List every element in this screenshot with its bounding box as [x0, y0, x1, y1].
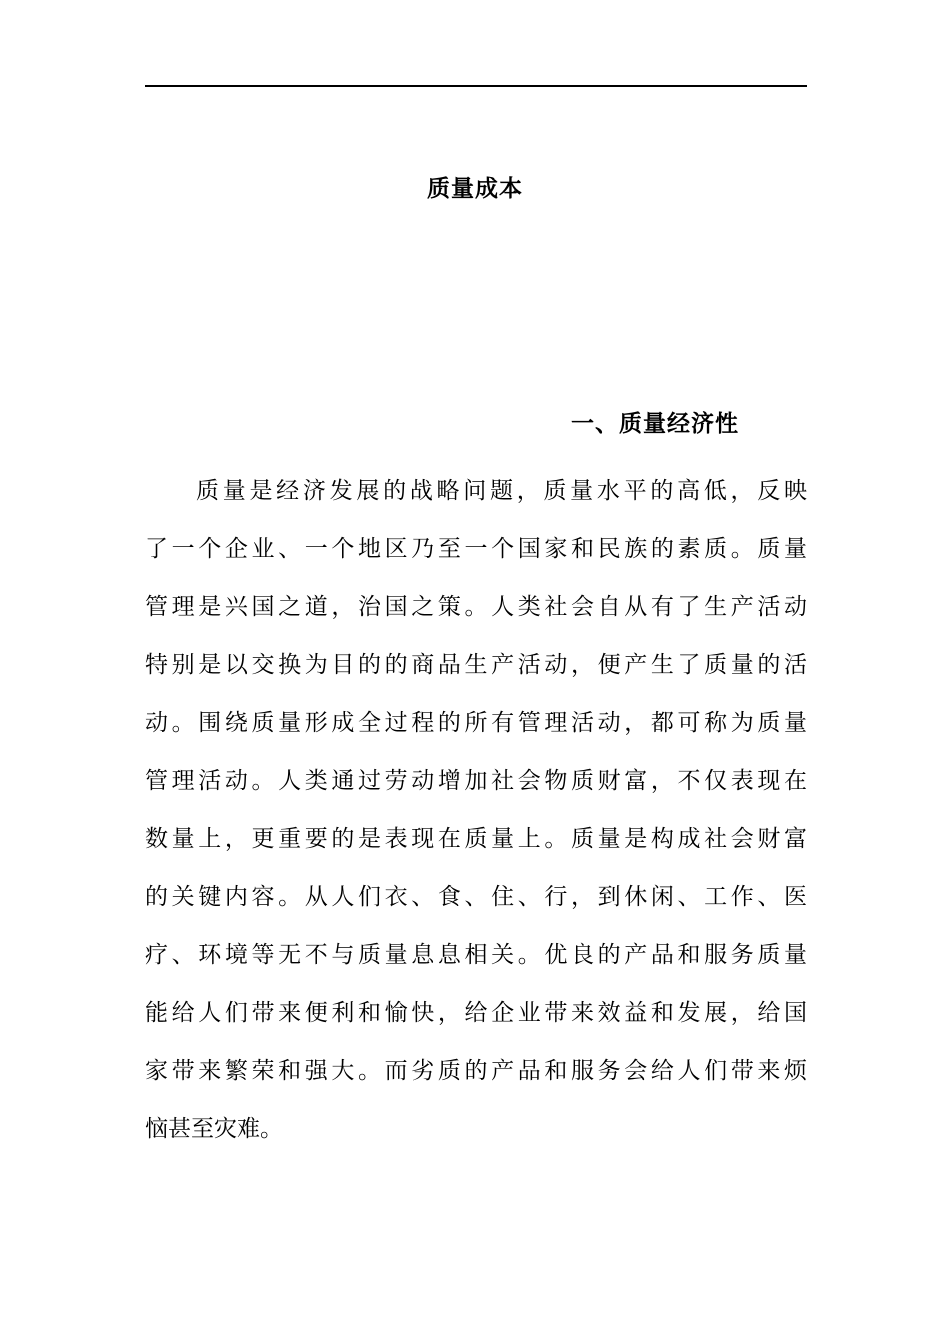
- paragraph-line: 能给人们带来便利和愉快，给企业带来效益和发展，给国: [145, 1000, 807, 1026]
- document-title: 质量成本: [427, 175, 523, 202]
- paragraph-line: 的关键内容。从人们衣、食、住、行，到休闲、工作、医: [145, 884, 807, 910]
- paragraph-line: 特别是以交换为目的的商品生产活动，便产生了质量的活: [145, 652, 807, 678]
- paragraph-line: 家带来繁荣和强大。而劣质的产品和服务会给人们带来烦: [145, 1058, 807, 1084]
- header-rule: [145, 85, 807, 87]
- body-paragraph: [145, 462, 807, 1158]
- paragraph-line: 了一个企业、一个地区乃至一个国家和民族的素质。质量: [145, 536, 807, 562]
- paragraph-line: 管理活动。人类通过劳动增加社会物质财富，不仅表现在: [145, 768, 807, 794]
- section-heading: 一、质量经济性: [571, 410, 739, 437]
- paragraph-line: 质量是经济发展的战略问题，质量水平的高低，反映: [196, 478, 807, 504]
- paragraph-line: 数量上，更重要的是表现在质量上。质量是构成社会财富: [145, 826, 807, 852]
- paragraph-line: 动。围绕质量形成全过程的所有管理活动，都可称为质量: [145, 710, 807, 736]
- paragraph-line: 疗、环境等无不与质量息息相关。优良的产品和服务质量: [145, 942, 807, 968]
- paragraph-line: 恼甚至灾难。: [145, 1116, 283, 1142]
- paragraph-line: 管理是兴国之道，治国之策。人类社会自从有了生产活动: [145, 594, 807, 620]
